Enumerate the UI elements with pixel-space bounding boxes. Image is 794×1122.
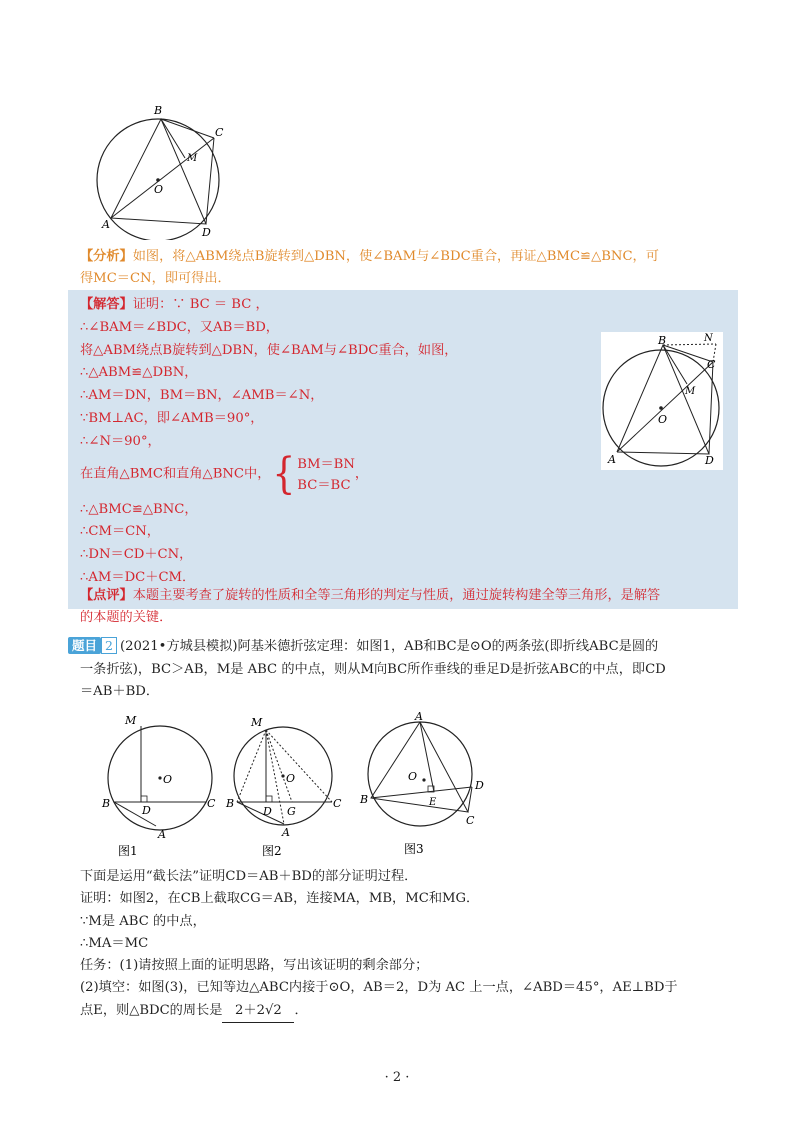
fig1-label-d: D xyxy=(142,804,151,817)
label-c: C xyxy=(707,358,716,371)
body-line-2: ∵M是 ABC 的中点， xyxy=(80,913,206,929)
question-line1: (2021•方城县模拟)阿基米德折弦定理：如图1，AB和BC是⊙O的两条弦(即折线ABC是圆的 xyxy=(119,639,659,654)
fig3-label-a: A xyxy=(415,712,423,723)
fig3-label-o: O xyxy=(408,770,418,783)
sys-row-2: BC＝BC xyxy=(297,477,351,493)
body-line-1: 证明：如图2，在CB上截取CG＝AB，连接MA，MB，MC和MG． xyxy=(80,891,480,907)
fig2-label-d: D xyxy=(263,805,272,818)
three-circle-figures xyxy=(96,712,496,860)
label-b: B xyxy=(658,334,667,347)
question-number: 2 xyxy=(101,637,117,654)
fig1-label-o: O xyxy=(163,773,173,786)
fig2-label-a: A xyxy=(282,826,290,839)
fig2-label-o: O xyxy=(286,772,296,785)
body-line-3: ∴MA＝MC xyxy=(80,935,149,951)
body-line-0: 下面是运用“截长法”证明CD＝AB＋BD的部分证明过程． xyxy=(80,869,418,884)
answer-line-5: ∵BM⊥AC，即∠AMB＝90°， xyxy=(80,410,264,426)
label-n: N xyxy=(704,333,713,344)
fig2-label-g: G xyxy=(287,805,296,818)
figure-3 xyxy=(359,712,484,856)
brace-symbol: { xyxy=(272,449,296,499)
label-b: B xyxy=(154,104,163,117)
fig1-label-a: A xyxy=(158,828,166,841)
fig2-caption: 图2 xyxy=(262,844,282,858)
question-line3: ＝AB＋BD． xyxy=(80,684,160,699)
label-o: O xyxy=(154,183,164,196)
fig3-label-b: B xyxy=(360,793,369,806)
answer-line-3: ∴△ABM≌△DBN， xyxy=(80,365,198,381)
answer-after-2: ∴DN＝CD＋CN， xyxy=(80,547,193,563)
comment-section xyxy=(80,585,730,629)
fig2-label-c: C xyxy=(333,797,342,810)
label-d: D xyxy=(705,454,714,467)
equation-system xyxy=(297,454,355,496)
comment-line2: 的本题的关键． xyxy=(80,610,173,625)
answer-after-1: ∴CM＝CN， xyxy=(80,524,160,540)
fig3-caption: 图3 xyxy=(404,842,424,856)
figure-1 xyxy=(101,714,216,858)
analysis-line1: 如图，将△ABM绕点B旋转到△DBN，使∠BAM与∠BDC重合，再证△BMC≌△BNC，可 xyxy=(132,249,659,264)
equation-system-line xyxy=(80,449,600,499)
answer-after-3: ∴AM＝DC＋CM． xyxy=(80,569,196,585)
fig1-label-b: B xyxy=(102,797,111,810)
question-line2: 一条折弦)，BC＞AB，M是 ABC 的中点，则从M向BC所作垂线的垂足D是折弦ABC的中点，即CD xyxy=(80,661,666,677)
fig3-label-d: D xyxy=(475,779,484,792)
fig1-label-c: C xyxy=(207,797,216,810)
proof-section xyxy=(80,866,740,1022)
circle-figure-rotation xyxy=(601,332,723,470)
fig2-label-m: M xyxy=(251,716,263,729)
sys-row-1: BM＝BN xyxy=(297,456,355,472)
answer-line-4: ∴AM＝DN，BM＝BN，∠AMB＝∠N， xyxy=(80,388,324,404)
fig1-caption: 图1 xyxy=(118,844,138,858)
fig3-label-c: C xyxy=(466,814,475,827)
comment-tag: 【点评】 xyxy=(80,588,133,603)
answer-line-1: ∴∠BAM＝∠BDC，又AB＝BD， xyxy=(80,319,279,335)
answer-blank: 2＋2√2 xyxy=(222,1000,294,1023)
answer-after-0: ∴△BMC≌△BNC， xyxy=(80,501,198,517)
answer-line-6: ∴∠N＝90°， xyxy=(80,433,161,449)
circle-figure-abm xyxy=(88,100,236,240)
question-section xyxy=(68,636,728,704)
answer-line-0: 证明：∵ BC ＝ BC ， xyxy=(132,297,269,312)
fig1-label-m: M xyxy=(125,714,137,727)
label-o: O xyxy=(658,413,668,426)
label-a: A xyxy=(608,453,616,466)
label-a: A xyxy=(102,218,110,231)
label-d: D xyxy=(202,226,211,239)
comment-line1: 本题主要考查了旋转的性质和全等三角形的判定与性质，通过旋转构建全等三角形，是解答 xyxy=(132,588,661,603)
label-m: M xyxy=(685,386,696,397)
sys-suffix: ， xyxy=(354,466,369,482)
analysis-section xyxy=(80,246,730,290)
body-line-5: (2)填空：如图(3)，已知等边△ABC内接于⊙O，AB＝2，D为 AC 上一点，∠ABD＝45°，AE⊥BD于 xyxy=(80,980,678,996)
answer-tag: 【解答】 xyxy=(80,297,133,312)
label-m: M xyxy=(187,153,198,164)
sys-prefix: 在直角△BMC和直角△BNC中， xyxy=(80,466,271,482)
body-line-4: 任务：(1)请按照上面的证明思路，写出该证明的剩余部分； xyxy=(80,958,429,974)
figure-2 xyxy=(225,716,342,858)
fig3-label-e: E xyxy=(429,797,437,808)
last-prefix: 点E，则△BDC的周长是 xyxy=(80,1002,223,1018)
analysis-tag: 【分析】 xyxy=(80,249,133,264)
last-suffix: ． xyxy=(294,1002,308,1018)
label-c: C xyxy=(215,126,224,139)
page-number: · 2 · xyxy=(384,1070,410,1085)
answer-line-2: 将△ABM绕点B旋转到△DBN，使∠BAM与∠BDC重合，如图， xyxy=(80,342,458,358)
body-last-line xyxy=(80,1000,740,1022)
fig2-label-b: B xyxy=(226,797,235,810)
question-badge: 题目 xyxy=(68,637,101,654)
answer-section xyxy=(80,294,600,590)
analysis-line2: 得MC＝CN，即可得出． xyxy=(80,271,231,286)
